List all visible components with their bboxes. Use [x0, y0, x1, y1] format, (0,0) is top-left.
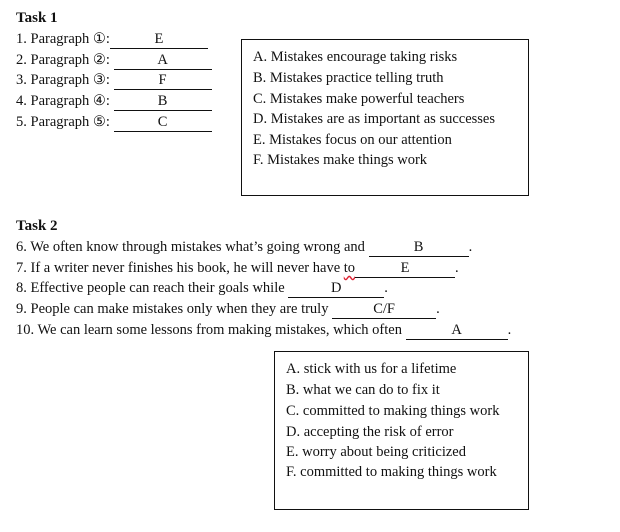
task2-item-6 — [16, 238, 472, 257]
task1-item-label: 3. Paragraph ③: — [16, 72, 110, 88]
task1-item-3 — [16, 71, 212, 90]
answer-blank[interactable]: C — [114, 115, 212, 132]
task1-option: D. Mistakes are as important as successes — [253, 111, 496, 127]
task2-item-text: 7. If a writer never finishes his book, he will never have — [16, 260, 341, 276]
task1-item-2 — [16, 51, 212, 70]
task1-option: E. Mistakes focus on our attention — [253, 132, 452, 148]
task2-item-text: 10. We can learn some lessons from making mistakes, which often — [16, 322, 402, 338]
task2-item-text: 8. Effective people can reach their goals while — [16, 280, 285, 296]
task1-option: C. Mistakes make powerful teachers — [253, 91, 465, 107]
task2-option: A. stick with us for a lifetime — [286, 361, 457, 377]
answer-blank[interactable]: B — [114, 94, 212, 111]
task2-options-box — [274, 351, 529, 510]
spellcheck-word: to — [343, 260, 356, 276]
task1-item-label: 1. Paragraph ①: — [16, 31, 110, 47]
task1-options-box — [241, 39, 529, 196]
task1-option: B. Mistakes practice telling truth — [253, 70, 444, 86]
sentence-end: . — [436, 301, 440, 317]
task2-item-7 — [16, 259, 459, 278]
answer-blank[interactable]: A — [114, 53, 212, 70]
sentence-end: . — [468, 239, 473, 255]
task1-title: Task 1 — [16, 10, 58, 26]
answer-blank[interactable]: E — [355, 261, 455, 278]
task2-option: B. what we can do to fix it — [286, 382, 440, 398]
task2-item-10 — [16, 321, 511, 340]
sentence-end: . — [455, 260, 459, 276]
task2-title: Task 2 — [16, 218, 58, 234]
task2-option: D. accepting the risk of error — [286, 424, 454, 440]
answer-blank[interactable]: A — [406, 323, 508, 340]
answer-blank[interactable]: B — [369, 240, 469, 257]
task1-option: A. Mistakes encourage taking risks — [253, 49, 458, 65]
task2-item-text: 9. People can make mistakes only when they are truly — [16, 301, 329, 317]
answer-blank[interactable]: C/F — [332, 302, 436, 319]
task2-option: C. committed to making things work — [286, 403, 500, 419]
task1-item-1 — [16, 30, 208, 49]
answer-blank[interactable]: F — [114, 73, 212, 90]
task2-item-9 — [16, 300, 440, 319]
answer-blank[interactable]: E — [110, 32, 208, 49]
task1-item-label: 2. Paragraph ②: — [16, 52, 110, 68]
task1-option: F. Mistakes make things work — [253, 152, 428, 168]
task2-item-text: 6. We often know through mistakes what’s going wrong and — [16, 239, 365, 255]
task1-item-label: 4. Paragraph ④: — [16, 93, 110, 109]
task1-item-4 — [16, 92, 212, 111]
sentence-end: . — [384, 280, 388, 296]
sentence-end: . — [507, 322, 512, 338]
task1-item-label: 5. Paragraph ⑤: — [16, 114, 110, 130]
answer-blank[interactable]: D — [288, 281, 384, 298]
task2-option: F. committed to making things work — [286, 464, 497, 480]
task1-item-5 — [16, 113, 212, 132]
task2-option: E. worry about being criticized — [286, 444, 466, 460]
task2-item-8 — [16, 279, 388, 298]
